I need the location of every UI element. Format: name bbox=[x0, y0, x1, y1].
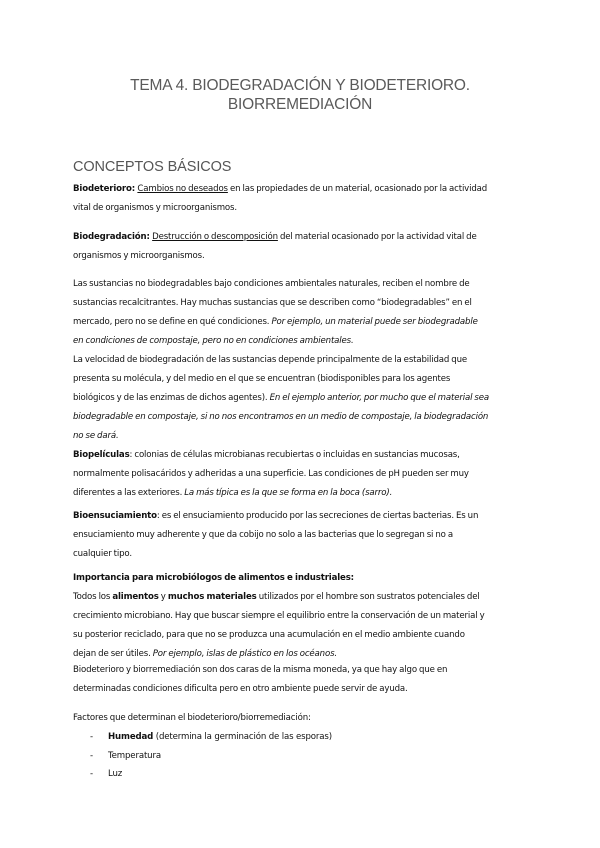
list-item-text: (determina la germinación de las esporas) bbox=[153, 732, 332, 742]
subheading-importancia: Importancia para microbiólogos de alimentos e industriales: bbox=[73, 573, 354, 583]
text-line: su posterior reciclado, para que no se produzca una acumulación en el medio ambiente cuando bbox=[73, 630, 465, 640]
term-bioensuciamiento: Bioensuciamiento bbox=[73, 511, 157, 521]
text-line: mercado, pero no se define en qué condiciones. bbox=[73, 317, 272, 327]
list-item-text: Temperatura bbox=[108, 750, 161, 761]
definition-text: organismos y microorganismos. bbox=[73, 251, 205, 261]
text-line: normalmente polisacáridos y adheridas a una superficie. Las condiciones de pH pueden ser muy bbox=[73, 469, 469, 479]
text-line: La velocidad de biodegradación de las sustancias depende principalmente de la estabilidad que bbox=[73, 355, 468, 365]
list-item bbox=[73, 747, 332, 766]
factores-intro bbox=[73, 709, 543, 728]
text-line: Todos los bbox=[73, 592, 113, 602]
term-biodegradacion: Biodegradación bbox=[73, 232, 147, 242]
term-biodeterioro: Biodeterioro bbox=[73, 184, 132, 194]
example-italic: biodegradable en compostaje, si no nos encontramos en un medio de compostaje, la biodegradación bbox=[73, 412, 489, 422]
term-colon: : bbox=[131, 184, 138, 194]
list-item-bold: Humedad bbox=[108, 732, 154, 742]
example-italic: no se dará. bbox=[73, 431, 119, 441]
bold-term: alimentos bbox=[112, 592, 159, 602]
document-title bbox=[60, 76, 540, 114]
text-line: Factores que determinan el biodeterioro/biorremediación: bbox=[73, 713, 311, 723]
text-line: biológicos y de las enzimas de dichos agentes). bbox=[73, 393, 270, 403]
paragraph-recalcitrantes bbox=[73, 275, 543, 351]
text-line: Las sustancias no biodegradables bajo condiciones ambientales naturales, reciben el nombre de bbox=[73, 279, 470, 289]
list-item bbox=[73, 728, 332, 747]
factores-list bbox=[73, 728, 332, 784]
definition-text: : colonias de células microbianas recubiertas o incluidas en sustancias mucosas, bbox=[129, 450, 460, 460]
definition-text: en las propiedades de un material, ocasionado por la actividad bbox=[227, 184, 488, 194]
text-line: sustancias recalcitrantes. Hay muchas sustancias que se describen como “biodegradables” en el bbox=[73, 298, 472, 308]
paragraph-caras-moneda bbox=[73, 661, 543, 699]
definition-text: del material ocasionado por la actividad vital de bbox=[277, 232, 477, 242]
paragraph-biodeterioro bbox=[73, 180, 543, 218]
term-colon: : bbox=[146, 232, 153, 242]
paragraph-importancia bbox=[73, 569, 543, 664]
text-line: presenta su molécula, y del medio en el que se encuentran (biodisponibles para los agentes bbox=[73, 374, 451, 384]
list-item-text: Luz bbox=[108, 769, 123, 779]
title-line-1: TEMA 4. BIODEGRADACIÓN Y BIODETERIORO. bbox=[130, 77, 470, 94]
paragraph-velocidad bbox=[73, 351, 543, 446]
text-line: ensuciamiento muy adherente y que da cobijo no solo a las bacterias que lo segregan si no a bbox=[73, 530, 453, 540]
example-italic: En el ejemplo anterior, por mucho que el material sea bbox=[269, 393, 489, 403]
text-line: cualquier tipo. bbox=[73, 549, 132, 559]
text-line: y bbox=[158, 592, 168, 602]
text-line: crecimiento microbiano. Hay que buscar siempre el equilibrio entre la conservación de un material y bbox=[73, 611, 485, 621]
text-line: determinadas condiciones dificulta pero en otro ambiente puede servir de ayuda. bbox=[73, 684, 408, 694]
definition-underlined: Cambios no deseados bbox=[137, 184, 228, 194]
paragraph-bioensuciamiento bbox=[73, 507, 543, 564]
paragraph-biopeliculas bbox=[73, 446, 543, 503]
list-item bbox=[73, 765, 332, 784]
text-line: Biodeterioro y biorremediación son dos caras de la misma moneda, ya que hay algo que en bbox=[73, 665, 448, 675]
section-heading: CONCEPTOS BÁSICOS bbox=[73, 159, 232, 175]
bullet-dash: - bbox=[90, 769, 93, 779]
text-line: diferentes a las exteriores. bbox=[73, 488, 185, 498]
term-biopeliculas: Biopelículas bbox=[73, 450, 130, 460]
example-italic: La más típica es la que se forma en la boca (sarro). bbox=[184, 488, 393, 498]
definition-text: : es el ensuciamiento producido por las secreciones de ciertas bacterias. Es un bbox=[156, 511, 479, 521]
definition-underlined: Destrucción o descomposición bbox=[152, 232, 278, 242]
text-line: utilizados por el hombre son sustratos potenciales del bbox=[256, 592, 480, 602]
bullet-dash: - bbox=[90, 750, 93, 761]
definition-text: vital de organismos y microorganismos. bbox=[73, 203, 237, 213]
example-italic: Por ejemplo, islas de plástico en los océanos. bbox=[152, 649, 337, 659]
bullet-dash: - bbox=[90, 732, 93, 742]
text-line: dejan de ser útiles. bbox=[73, 649, 153, 659]
example-italic: Por ejemplo, un material puede ser biodegradable bbox=[271, 317, 478, 327]
paragraph-biodegradacion bbox=[73, 228, 543, 266]
example-italic: en condiciones de compostaje, pero no en condiciones ambientales. bbox=[73, 336, 354, 346]
title-line-2: BIORREMEDIACIÓN bbox=[227, 96, 373, 113]
bold-term: muchos materiales bbox=[167, 592, 257, 602]
